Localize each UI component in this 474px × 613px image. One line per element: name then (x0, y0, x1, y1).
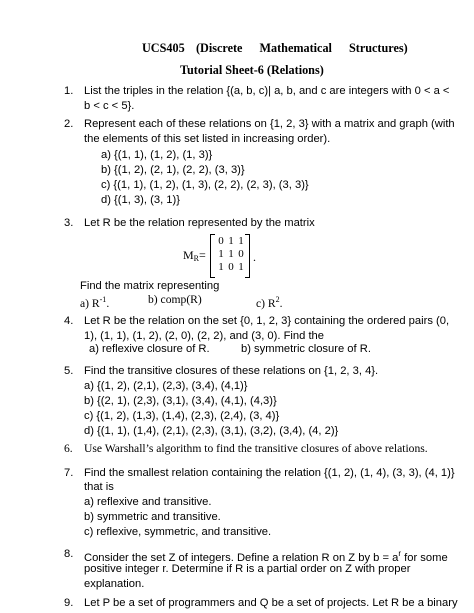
matrix-left-bracket (210, 234, 215, 278)
q4-line-1: Let R be the relation on the set {0, 1, 2, 3} containing the ordered pairs (0, (84, 315, 450, 327)
sheet-title: Tutorial Sheet-6 (Relations) (180, 63, 324, 77)
q1-line-1: List the triples in the relation {(a, b, c)| a, b, and c are integers with 0 < a < (84, 85, 450, 97)
q7-part-a: a) reflexive and transitive. (84, 496, 212, 508)
q2-part-d: d) {(1, 3), (3, 1)} (101, 194, 180, 206)
q3-part-a: a) $R^{-1}$. (80, 295, 110, 310)
q4-number: 4. (64, 315, 74, 327)
matrix-cell: 1 (228, 248, 234, 260)
q4-part-b: b) symmetric closure of R. (241, 343, 371, 355)
q3-part-c: c) $R^2$. (256, 295, 283, 310)
course-code: UCS405 (142, 41, 185, 55)
q5-part-b: b) {(2, 1), (2,3), (3,1), (3,4), (4,1), (4,3)} (84, 395, 277, 407)
q5-number: 5. (64, 365, 74, 377)
q4-part-a: a) reflexive closure of R. (89, 343, 210, 355)
q3-part-b: b) comp(R) (148, 293, 202, 306)
q5-part-c: c) {(1, 2), (1,3), (1,4), (2,3), (2,4), (3, 4)} (84, 410, 280, 422)
q7-part-c: c) reflexive, symmetric, and transitive. (84, 526, 272, 538)
q7-part-b: b) symmetric and transitive. (84, 511, 221, 523)
q7-line-2: that is (84, 481, 114, 493)
q5-part-a: a) {(1, 2), (2,1), (2,3), (3,4), (4,1)} (84, 380, 248, 392)
q3-line-1: Let R be the relation represented by the matrix (84, 217, 315, 229)
relation-matrix (210, 234, 250, 276)
q2-line-1: Represent each of these relations on {1, 2, 3} with a matrix and graph (with (84, 118, 455, 130)
q2-number: 2. (64, 118, 74, 130)
q8-line-1: Consider the set Z of integers. Define a relation R on Z by $b = a^r$ for some (84, 549, 448, 564)
q1-line-2: b < c < 5}. (84, 100, 135, 112)
q2-part-c: c) {(1, 1), (1, 2), (1, 3), (2, 2), (2, 3), (3, 3)} (101, 179, 309, 191)
matrix-cell: 0 (238, 248, 244, 260)
q5-part-d: d) {(1, 1), (1,4), (2,1), (2,3), (3,1), (3,2), (3,4), (4, 2)} (84, 425, 339, 437)
course-title: (Discrete Mathematical Structures) (196, 41, 408, 55)
q6-line-1: Use Warshall’s algorithm to find the transitive closures of above relations. (84, 442, 428, 455)
matrix-cell: 1 (218, 248, 224, 260)
matrix-cell: 1 (218, 261, 224, 273)
q8-line-3: explanation. (84, 578, 145, 590)
q7-line-1: Find the smallest relation containing the relation {(1, 2), (1, 4), (3, 3), (4, 1)} (84, 467, 455, 479)
q2-part-a: a) {(1, 1), (1, 2), (1, 3)} (101, 149, 213, 161)
matrix-equals: = (199, 248, 206, 262)
q5-line-1: Find the transitive closures of these relations on {1, 2, 3, 4}. (84, 365, 379, 377)
q1-number: 1. (64, 85, 74, 97)
matrix-label: $M_R$ (183, 248, 200, 263)
matrix-period: . (253, 250, 256, 264)
matrix-cell: 0 (218, 235, 224, 247)
q7-number: 7. (64, 467, 74, 479)
matrix-cell: 1 (238, 261, 244, 273)
q6-number: 6. (64, 442, 73, 455)
q3-number: 3. (64, 217, 74, 229)
q2-line-2: the elements of this set listed in increasing order). (84, 133, 331, 145)
matrix-cell: 1 (238, 235, 244, 247)
q9-line-1: Let P be a set of programmers and Q be a set of projects. Let R be a binary (84, 597, 458, 609)
matrix-cell: 0 (228, 261, 234, 273)
q2-part-b: b) {(1, 2), (2, 1), (2, 2), (3, 3)} (101, 164, 245, 176)
q3-find: Find the matrix representing (80, 280, 220, 292)
matrix-cell: 1 (228, 235, 234, 247)
q9-number: 9. (64, 597, 74, 609)
q8-number: 8. (64, 548, 74, 560)
q4-line-2: 1), (1, 1), (1, 2), (2, 0), (2, 2), and (3, 0). Find the (84, 330, 325, 342)
q8-line-2: positive integer r. Determine if R is a partial order on Z with proper (84, 563, 411, 575)
